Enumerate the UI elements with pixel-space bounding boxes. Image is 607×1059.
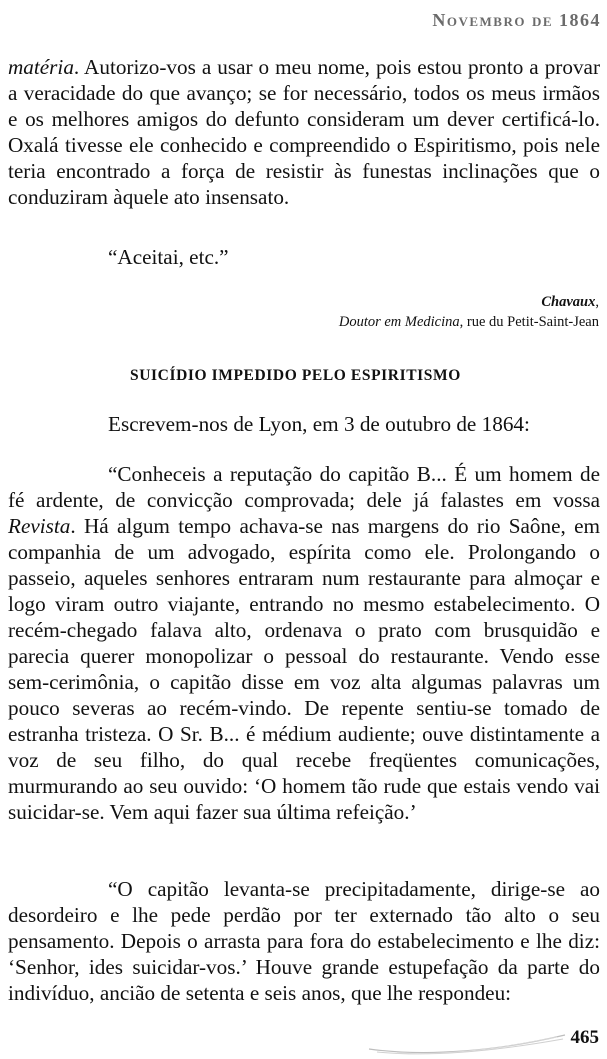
- section-title: SUICÍDIO IMPEDIDO PELO ESPIRITISMO: [130, 367, 461, 384]
- paragraph-1: [8, 54, 600, 210]
- paragraph-1-italic: matéria: [8, 55, 74, 79]
- signature-title: Doutor em Medicina: [338, 314, 460, 330]
- page-number: 465: [570, 1027, 599, 1048]
- signature-name: Chavaux: [541, 294, 596, 310]
- running-header: Novembro de 1864: [432, 10, 601, 30]
- paragraph-2: “Aceitai, etc.”: [108, 245, 229, 269]
- signature-address: , rue du Petit-Saint-Jean: [459, 314, 599, 330]
- paragraph-5-text-a: “Conheceis a reputação do capitão B... É um homem de fé ardente, de convicção comprovada; dele já falastes em vossa: [8, 462, 600, 512]
- signature-comma: ,: [595, 294, 599, 310]
- signature-block: [339, 292, 599, 332]
- paragraph-5-text-b: . Há algum tempo achava-se nas margens do rio Saône, em companhia de um advogado, espírita como ele. Prolongando o passeio, aqueles senhores entraram num restaurante para almoçar e logo viram outro viajante, entrando no mesmo estabelecimento. O recém-chegado falava alto, ordenava o prato com brusquidão e parecia querer monopolizar o pessoal do restaurante. Vendo esse sem-cerimônia, o capitão disse em voz alta algumas palavras um pouco severas ao recém-vindo. De repente sentiu-se tomado de estranha tristeza. O Sr. B... é médium audiente; ouve distintamente a voz de seu filho, do qual recebe freqüentes comunicações, murmurando ao seu ouvido: ‘O homem tão rude que estais vendo vai suicidar-se. Vem aqui fazer sua última refeição.’: [8, 514, 600, 824]
- paragraph-5: [8, 461, 600, 825]
- paragraph-1-text: . Autorizo-vos a usar o meu nome, pois estou pronto a provar a veracidade do que avanço; se for necessário, todos os meus irmãos e os melhores amigos do defunto consideram um dever certificá-lo. Oxalá tivesse ele conhecido e compreendido o Espiritismo, pois nele teria encontrado a força de resistir às funestas inclinações que o conduziram àquele ato insensato.: [8, 55, 600, 209]
- paragraph-4: Escrevem-nos de Lyon, em 3 de outubro de 1864:: [108, 412, 530, 436]
- paragraph-6: “O capitão levanta-se precipitadamente, dirige-se ao desordeiro e lhe pede perdão por ter externado tão alto o seu pensamento. Depois o arrasta para fora do estabelecimento e lhe diz: ‘Senhor, ides suicidar-vos.’ Houve grande estupefação da parte do indivíduo, ancião de setenta e seis anos, que lhe respondeu:: [8, 877, 600, 1005]
- paragraph-5-italic: Revista: [8, 514, 71, 538]
- decorative-swoosh-icon: [367, 1031, 567, 1055]
